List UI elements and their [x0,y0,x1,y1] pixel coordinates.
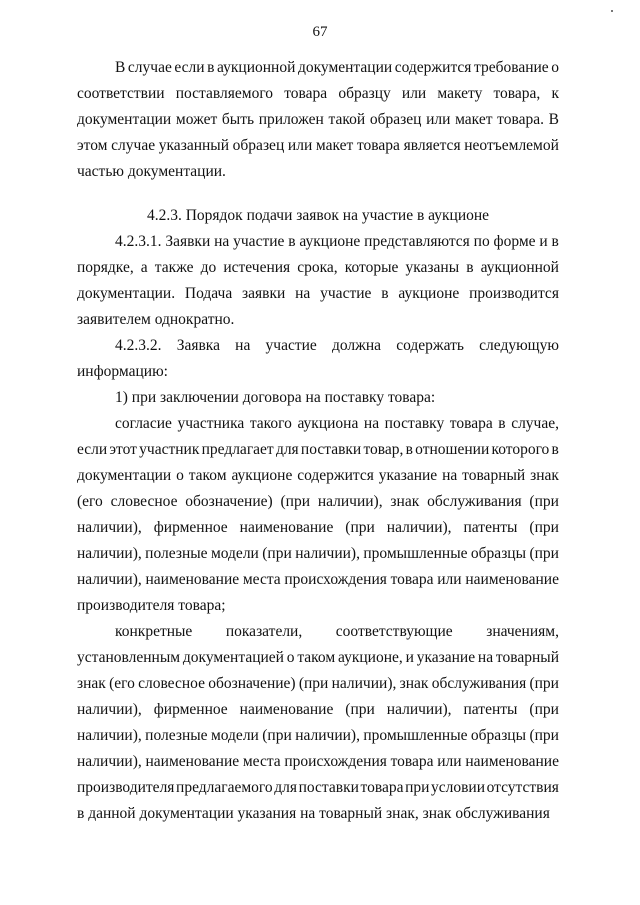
text-line: конкретные показатели, соответствующие значениям, [115,623,559,640]
text-line: (его словесное обозначение) (при наличии), знак обслуживания (при [77,493,559,510]
text-line: документации может быть приложен такой образец или макет товара. В [77,111,559,128]
text-line: наличии), фирменное наименование (при наличии), патенты (при [77,519,559,536]
text-line: В случае если в аукционной документации содержится требование о [115,59,559,76]
text-line: наличии), фирменное наименование (при наличии), патенты (при [77,701,559,718]
section-heading: 4.2.3. Порядок подачи заявок на участие в аукционе [146,207,490,224]
text-line: 4.2.3.2. Заявка на участие должна содержать следующую [115,337,559,354]
paragraph [77,55,559,185]
paragraph [77,333,559,385]
text-line: наличии), наименование места происхождения товара или наименование [77,753,559,770]
text-line: согласие участника такого аукциона на поставку товара в случае, [115,415,559,432]
text-line: в данной документации указания на товарный знак, знак обслуживания [77,805,550,822]
text-line: 1) при заключении договора на поставку товара: [115,389,436,406]
text-line: 4.2.3.1. Заявки на участие в аукционе представляются по форме и в [115,233,559,250]
spacer [77,185,559,203]
paragraph [77,619,559,827]
text-line: информацию: [77,363,168,380]
document-body [77,55,559,827]
text-line: документации о таком аукционе содержится указание на товарный знак [77,467,559,484]
text-line: заявителем однократно. [77,311,235,328]
text-line: документации. Подача заявки на участие в аукционе производится [77,285,559,302]
page-number: 67 [312,24,328,40]
scan-speck [611,10,613,12]
text-line: частью документации. [77,163,226,180]
text-line: установленным документацией о таком аукционе, и указание на товарный [77,649,559,666]
text-line: производителя товара; [77,597,226,614]
text-line: этом случае указанный образец или макет товара является неотъемлемой [77,137,559,154]
paragraph [77,385,559,411]
text-line: наличии), полезные модели (при наличии), промышленные образцы (при [77,727,559,744]
text-line: соответствии поставляемого товара образцу или макету товара, к [77,85,559,102]
text-line: знак (его словесное обозначение) (при наличии), знак обслуживания (при [77,675,559,692]
text-line: порядке, а также до истечения срока, которые указаны в аукционной [77,259,559,276]
paragraph [77,229,559,333]
text-line: производителя предлагаемого для поставки товара при условии отсутствия [77,779,559,796]
text-line: если этот участник предлагает для поставки товар, в отношении которого в [77,441,559,458]
text-line: наличии), наименование места происхождения товара или наименование [77,571,559,588]
text-line: наличии), полезные модели (при наличии), промышленные образцы (при [77,545,559,562]
paragraph [77,411,559,619]
